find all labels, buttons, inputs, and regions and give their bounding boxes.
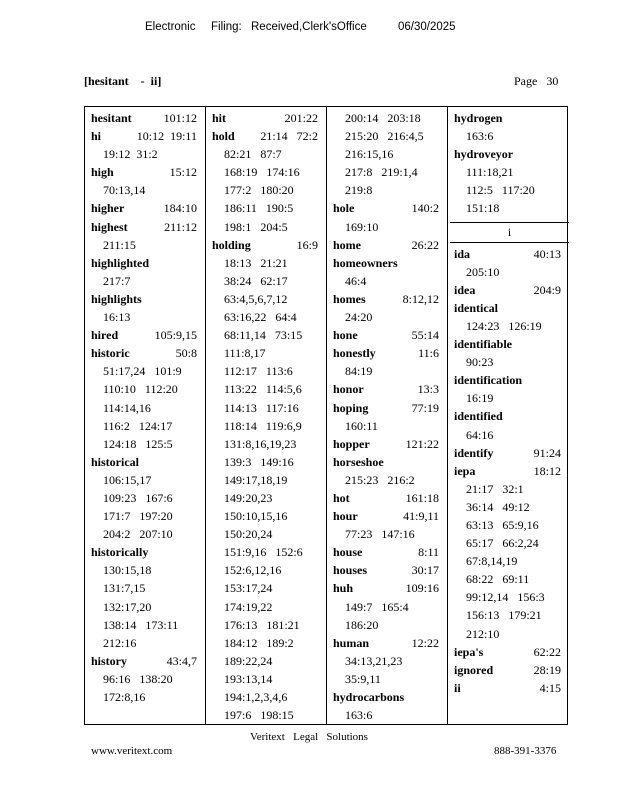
index-continuation: 194:1,2,3,4,6 [224,690,288,704]
index-continuation: 160:11 [345,418,378,433]
index-entry [91,254,201,272]
index-continuation: 152:6,12,16 [224,563,282,578]
index-term: home [333,237,361,252]
index-continuation: 67:8,14,19 [466,554,518,569]
index-entry [333,634,443,652]
index-continuation: 82:21 87:7 [224,147,282,162]
index-entry [333,399,443,417]
index-continuation: 184:12 189:2 [224,635,294,650]
index-continuation: 205:10 [466,264,500,279]
footer-phone: 888-391-3376 [494,745,557,757]
index-continuation: 130:15,18 [103,563,152,578]
index-continuation: 212:10 [466,626,500,641]
index-refs: 55:14 [411,328,439,343]
index-continuation: 21:17 32:1 [466,481,524,496]
index-continuation: 171:7 197:20 [103,509,173,524]
index-continuation: 153:17,24 [224,581,273,596]
index-term: hour [333,509,358,524]
index-continuation: 138:14 173:11 [103,617,179,632]
index-entry [333,344,443,362]
index-term: hone [333,328,358,343]
index-entry [212,236,322,254]
index-term: historic [91,346,130,361]
index-refs: 12:22 [411,635,439,650]
index-entry [91,543,201,561]
index-continuation: 150:20,24 [224,527,273,542]
index-continuation: 186:20 [345,617,379,632]
footer-website: www.veritext.com [91,745,173,757]
index-entry [454,407,565,425]
index-entry [212,127,322,145]
index-refs: 184:10 [163,201,197,216]
index-term: hoping [333,400,369,415]
index-continuation: 68:11,14 73:15 [224,328,303,343]
index-term: hopper [333,436,370,451]
index-continuation: 124:18 125:5 [103,436,173,451]
index-column-1 [91,109,201,706]
index-entry [333,688,443,706]
index-entry [212,109,322,127]
index-refs: 105:9,15 [154,328,197,343]
index-continuation: 96:16 138:20 [103,671,173,686]
index-refs: 77:19 [411,400,439,415]
index-continuation: 64:16 [466,427,494,442]
index-refs: 21:14 72:2 [260,129,318,144]
index-entry [333,435,443,453]
index-entry [333,326,443,344]
index-continuation: 149:17,18,19 [224,472,288,487]
index-continuation: 36:14 49:12 [466,499,530,514]
index-term: holding [212,237,251,252]
index-term: identification [454,373,522,388]
index-continuation: 106:15,17 [103,472,152,487]
index-term: history [91,653,127,668]
index-column-3 [333,109,443,724]
index-term: highlights [91,291,142,306]
index-continuation: 110:10 112:20 [103,382,178,397]
index-refs: 41:9,11 [403,509,439,524]
index-entry [454,462,565,480]
index-continuation: 16:13 [103,310,131,325]
index-entry [454,643,565,661]
index-continuation: 114:13 117:16 [224,400,299,415]
index-refs: 8:12,12 [402,291,439,306]
index-refs: 91:24 [533,445,561,460]
index-continuation: 168:19 174:16 [224,165,300,180]
index-entry [91,326,201,344]
index-continuation: 19:12 31:2 [103,147,158,162]
index-continuation: 90:23 [466,355,494,370]
index-entry [91,127,201,145]
index-entry [333,489,443,507]
index-entry [454,145,565,163]
index-term: hesitant [91,111,132,125]
index-entry [454,281,565,299]
index-continuation: 163:6 [466,129,494,144]
index-term: identical [454,300,498,315]
index-refs: 15:12 [169,165,197,180]
index-term: homeowners [333,255,398,270]
index-term: idea [454,282,476,297]
index-term: hydrocarbons [333,690,405,704]
index-term: horseshoe [333,454,384,469]
index-refs: 109:16 [405,581,439,596]
index-entry [454,335,565,353]
index-term: hit [212,111,227,125]
index-term: hi [91,129,102,144]
index-continuation: 200:14 203:18 [345,111,421,125]
index-entry [91,652,201,670]
index-entry [333,290,443,308]
index-continuation: 215:20 216:4,5 [345,129,424,144]
index-term: identify [454,445,494,460]
index-refs: 18:12 [533,463,561,478]
index-refs: 43:4,7 [166,653,197,668]
stamp-filing: Filing: [211,21,242,33]
index-entry [454,444,565,462]
index-term: houses [333,563,368,578]
index-term: hydroveyor [454,147,514,162]
index-entry [333,380,443,398]
index-continuation: 139:3 149:16 [224,454,294,469]
index-term: historically [91,545,149,560]
index-continuation: 34:13,21,23 [345,653,403,668]
index-refs: 121:22 [405,436,439,451]
index-entry [454,679,565,697]
index-term: honor [333,382,364,397]
index-continuation: 77:23 147:16 [345,527,415,542]
index-continuation: 174:19,22 [224,599,273,614]
index-term: iepa [454,463,476,478]
column-divider [205,107,206,724]
index-continuation: 176:13 181:21 [224,617,300,632]
index-continuation: 84:19 [345,364,373,379]
index-continuation: 68:22 69:11 [466,572,530,587]
index-term: hot [333,490,350,505]
index-term: ignored [454,662,494,677]
index-term: identified [454,409,503,424]
index-continuation: 151:18 [466,201,500,216]
index-entry [91,199,201,217]
index-entry [91,218,201,236]
index-entry [454,661,565,679]
index-range: [hesitant - ii] [84,74,162,88]
index-refs: 26:22 [411,237,439,252]
column-divider [326,107,327,724]
index-refs: 161:18 [405,490,439,505]
index-continuation: 217:7 [103,273,131,288]
index-continuation: 109:23 167:6 [103,490,173,505]
index-refs: 101:12 [163,111,197,125]
index-continuation: 112:17 113:6 [224,364,293,379]
index-continuation: 132:17,20 [103,599,152,614]
index-term: identifiable [454,337,513,352]
index-entry [333,507,443,525]
index-term: iepa's [454,644,484,659]
index-continuation: 219:8 [345,183,373,198]
index-refs: 10:12 19:11 [136,129,197,144]
index-continuation: 111:8,17 [224,346,266,361]
index-term: higher [91,201,125,216]
index-continuation: 204:2 207:10 [103,527,173,542]
index-continuation: 46:4 [345,273,367,288]
index-continuation: 38:24 62:17 [224,273,288,288]
index-continuation: 51:17,24 101:9 [103,364,182,379]
index-entry [91,163,201,181]
index-term: ii [454,680,461,695]
index-term: high [91,165,114,180]
index-column-2 [212,109,322,724]
index-entry [333,453,443,471]
index-term: ida [454,246,471,261]
index-entry [333,199,443,217]
index-entry [333,561,443,579]
index-column-4 [454,109,565,697]
index-continuation: 63:4,5,6,7,12 [224,291,288,306]
index-term: hold [212,129,235,144]
index-continuation: 63:16,22 64:4 [224,310,297,325]
stamp-received: Received,Clerk'sOffice [251,21,367,33]
index-refs: 30:17 [411,563,439,578]
index-refs: 8:11 [418,545,439,560]
index-term: homes [333,291,366,306]
index-continuation: 151:9,16 152:6 [224,545,303,560]
index-refs: 140:2 [411,201,439,216]
index-continuation: 197:6 198:15 [224,708,294,723]
index-refs: 211:12 [164,219,197,234]
index-continuation: 163:6 [345,708,373,723]
index-term: historical [91,454,139,469]
index-entry [333,254,443,272]
index-refs: 11:6 [418,346,439,361]
index-continuation: 63:13 65:9,16 [466,517,539,532]
index-refs: 13:3 [417,382,439,397]
stamp-date: 06/30/2025 [398,21,456,33]
index-entry [91,453,201,471]
index-term: house [333,545,363,560]
index-continuation: 16:19 [466,391,494,406]
index-entry [91,109,201,127]
index-continuation: 149:20,23 [224,490,273,505]
index-continuation: 111:18,21 [466,165,514,180]
section-letter: i [450,222,569,243]
index-continuation: 186:11 190:5 [224,201,294,216]
index-continuation: 116:2 124:17 [103,418,173,433]
index-term: highlighted [91,255,150,270]
index-continuation: 212:16 [103,635,137,650]
index-entry [333,543,443,561]
index-term: hole [333,201,355,216]
index-continuation: 35:9,11 [345,671,381,686]
index-continuation: 169:10 [345,219,379,234]
page-number: Page 30 [514,74,559,88]
index-continuation: 131:8,16,19,23 [224,436,297,451]
index-term: hydrogen [454,111,503,125]
index-continuation: 70:13,14 [103,183,146,198]
index-continuation: 118:14 119:6,9 [224,418,302,433]
index-refs: 28:19 [533,662,561,677]
index-continuation: 24:20 [345,310,373,325]
index-continuation: 18:13 21:21 [224,255,288,270]
index-continuation: 149:7 165:4 [345,599,409,614]
index-entry [454,371,565,389]
index-refs: 201:22 [284,111,318,125]
index-continuation: 189:22,24 [224,653,273,668]
index-continuation: 216:15,16 [345,147,394,162]
index-entry [333,579,443,597]
index-entry [454,299,565,317]
stamp-electronic: Electronic [145,21,196,33]
index-continuation: 99:12,14 156:3 [466,590,545,605]
index-refs: 4:15 [539,680,561,695]
index-continuation: 211:15 [103,237,136,252]
index-continuation: 114:14,16 [103,400,151,415]
index-continuation: 198:1 204:5 [224,219,288,234]
index-continuation: 193:13,14 [224,671,273,686]
index-entry [333,236,443,254]
index-term: hired [91,328,119,343]
index-refs: 40:13 [533,246,561,261]
index-continuation: 156:13 179:21 [466,608,542,623]
index-term: honestly [333,346,376,361]
index-refs: 16:9 [296,237,318,252]
index-term: huh [333,581,354,596]
index-refs: 204:9 [533,282,561,297]
index-continuation: 150:10,15,16 [224,509,288,524]
index-term: human [333,635,370,650]
column-divider [447,107,448,724]
index-entry [454,109,565,127]
index-continuation: 172:8,16 [103,690,146,704]
index-entry [91,290,201,308]
index-continuation: 215:23 216:2 [345,472,415,487]
index-refs: 62:22 [533,644,561,659]
index-table [84,106,568,725]
index-continuation: 65:17 66:2,24 [466,536,539,551]
index-continuation: 131:7,15 [103,581,146,596]
index-entry [454,245,565,263]
index-continuation: 124:23 126:19 [466,318,542,333]
index-continuation: 113:22 114:5,6 [224,382,302,397]
index-continuation: 177:2 180:20 [224,183,294,198]
index-refs: 50:8 [175,346,197,361]
index-continuation: 217:8 219:1,4 [345,165,418,180]
index-term: highest [91,219,128,234]
index-entry [91,344,201,362]
index-continuation: 112:5 117:20 [466,183,535,198]
footer-company: Veritext Legal Solutions [250,731,368,743]
